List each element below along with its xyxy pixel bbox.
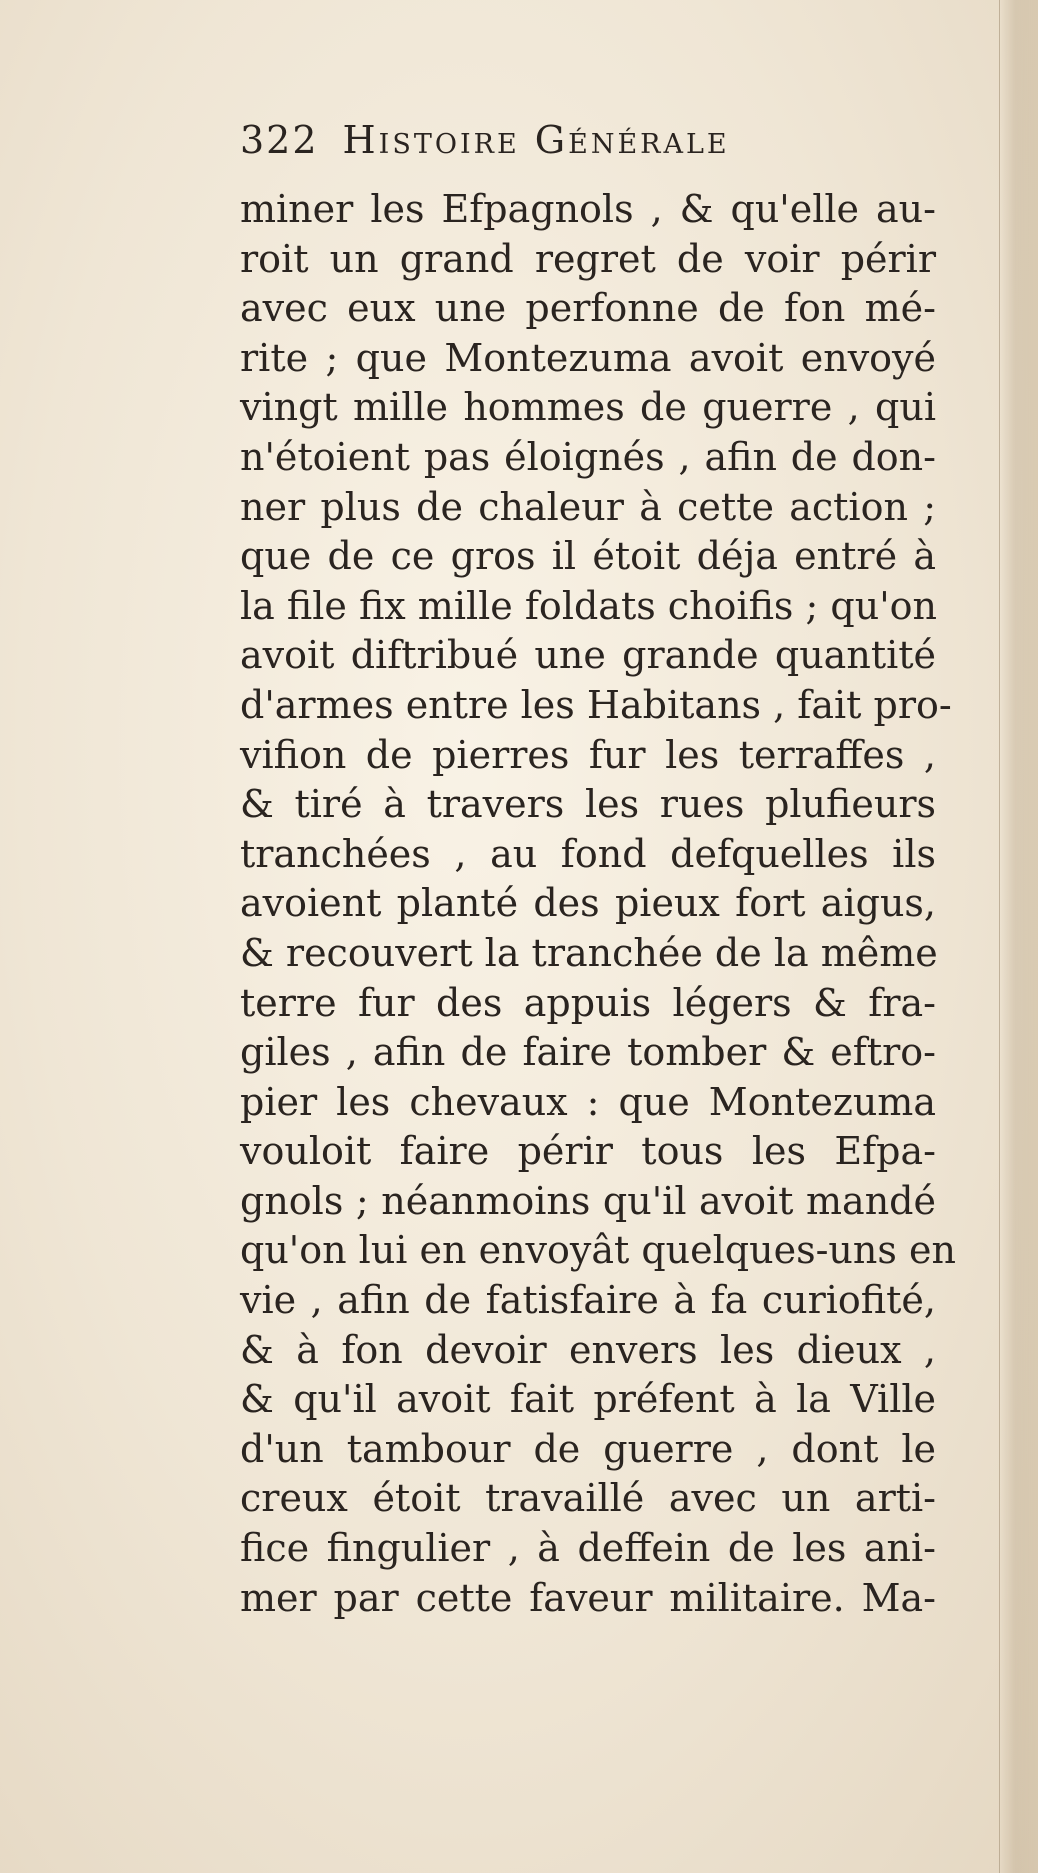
text-line: vouloit faire périr tous les Efpa- xyxy=(240,1129,936,1174)
text-line: d'un tambour de guerre , dont le xyxy=(240,1426,936,1471)
text-line: la file fix mille foldats choifis ; qu'on xyxy=(240,583,937,628)
text-line: avoient planté des pieux fort aigus, xyxy=(240,881,936,926)
text-line: vingt mille hommes de guerre , qui xyxy=(240,385,936,430)
text-line: mer par cette faveur militaire. Ma- xyxy=(240,1575,936,1620)
page-header xyxy=(240,118,880,180)
text-line: ner plus de chaleur à cette action ; xyxy=(240,484,936,529)
page-number: 322 xyxy=(240,118,319,162)
text-line: avec eux une perfonne de fon mé- xyxy=(240,286,936,331)
body-text xyxy=(240,185,956,1623)
text-line: terre fur des appuis légers & fra- xyxy=(240,980,936,1025)
text-line: & recouvert la tranchée de la même xyxy=(240,930,938,975)
text-line: roit un grand regret de voir périr xyxy=(240,236,936,281)
text-line: d'armes entre les Habitans , fait pro- xyxy=(240,682,952,727)
text-line: avoit diftribué une grande quantité xyxy=(240,633,936,678)
text-line: qu'on lui en envoyât quelques-uns en xyxy=(240,1228,956,1273)
text-line: n'étoient pas éloignés , afin de don- xyxy=(240,434,936,479)
text-line: vifion de pierres fur les terraffes , xyxy=(240,732,936,777)
text-line: miner les Efpagnols , & qu'elle au- xyxy=(240,187,936,231)
text-line: giles , afin de faire tomber & eftro- xyxy=(240,1030,936,1075)
text-line: & tiré à travers les rues plufieurs xyxy=(240,782,936,827)
text-line: creux étoit travaillé avec un arti- xyxy=(240,1476,936,1521)
text-line: tranchées , au fond defquelles ils xyxy=(240,831,936,876)
text-line: pier les chevaux : que Montezuma xyxy=(240,1079,936,1124)
page-edge xyxy=(999,0,1038,1873)
text-line: & qu'il avoit fait préfent à la Ville xyxy=(240,1377,936,1422)
text-line: & à fon devoir envers les dieux , xyxy=(240,1327,936,1372)
text-line: vie , afin de fatisfaire à fa curiofité, xyxy=(240,1278,936,1323)
text-line: fice fingulier , à deffein de les ani- xyxy=(240,1526,936,1571)
running-title: Histoire Générale xyxy=(342,118,730,162)
text-line: que de ce gros il étoit déja entré à xyxy=(240,534,936,579)
text-line: rite ; que Montezuma avoit envoyé xyxy=(240,335,936,380)
text-line: gnols ; néanmoins qu'il avoit mandé xyxy=(240,1178,936,1223)
